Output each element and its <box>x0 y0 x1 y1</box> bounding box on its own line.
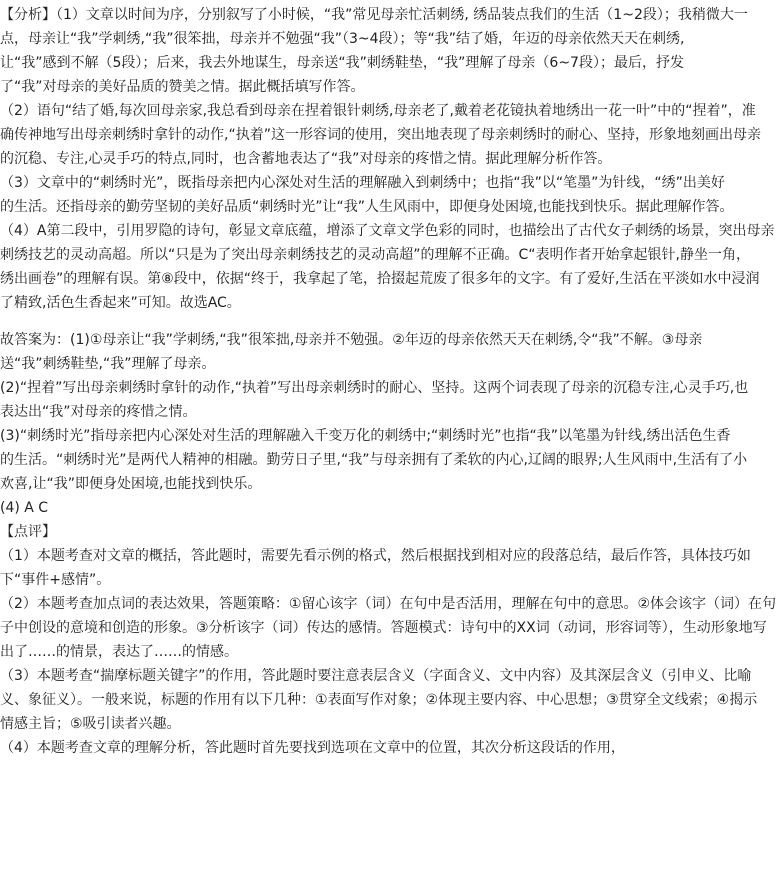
answer-line: 欢喜,让“我”即便身处困境,也能找到快乐。 <box>0 476 262 492</box>
comment-line: 下“事件+感情”。 <box>0 572 111 588</box>
answer-line: 故答案为：(1)①母亲让“我”学刺绣,“我”很笨拙,母亲并不勉强。②年迈的母亲依然天天在刺绣,令“我”不解。③母亲 <box>0 332 703 348</box>
analysis-line: （3）文章中的“刺绣时光”，既指母亲把内心深处对生活的理解融入到刺绣中；也指“我”以“笔墨”为针线，“绣”出美好 <box>0 175 725 191</box>
comment-line: （3）本题考查“揣摩标题关键字”的作用，答此题时要注意表层含义（字面含义、文中内容）及其深层含义（引申义、比喻 <box>0 668 752 684</box>
comment-line: （2）本题考查加点词的表达效果，答题策略：①留心该字（词）在句中是否活用，理解在句中的意思。②体会该字（词）在句 <box>0 596 777 612</box>
comment-line: 出了……的情景，表达了……的情感。 <box>0 644 238 660</box>
analysis-line: 了“我”对母亲的美好品质的赞美之情。据此概括填写作答。 <box>0 79 365 95</box>
answer-line: (2)“捏着”写出母亲刺绣时拿针的动作,“执着”写出母亲刺绣时的耐心、坚持。这两个词表现了母亲的沉稳专注,心灵手巧,也 <box>0 380 749 396</box>
answer-line: 的生活。“刺绣时光”是两代人精神的相融。勤劳日子里,“我”与母亲拥有了柔软的内心,辽阔的眼界;人生风雨中,生活有了小 <box>0 452 748 468</box>
analysis-line: 刺绣技艺的灵动高超。所以“只是为了突出母亲刺绣技艺的灵动高超”的理解不正确。C“表明作者开始拿起银针,静坐一角， <box>0 247 750 263</box>
comment-line: 情感主旨；⑤吸引读者兴趣。 <box>0 716 181 732</box>
answer-line: (3)“刺绣时光”指母亲把内心深处对生活的理解融入千变万化的刺绣中;“刺绣时光”也指“我”以笔墨为针线,绣出活色生香 <box>0 428 731 444</box>
comment-line: 义、象征义）。一般来说，标题的作用有以下几种：①表面写作对象；②体现主要内容、中心思想；③贯穿全文线索；④揭示 <box>0 692 758 708</box>
analysis-line: 确传神地写出母亲刺绣时拿针的动作,“执着”这一形容词的使用，突出地表现了母亲刺绣时的耐心、坚持，形象地刻画出母亲 <box>0 127 761 143</box>
answer-line: 表达出“我”对母亲的疼惜之情。 <box>0 404 197 420</box>
analysis-line: 的生活。还指母亲的勤劳坚韧的美好品质“刺绣时光”让“我”人生风雨中，即便身处困境,也能找到快乐。据此理解作答。 <box>0 199 734 215</box>
analysis-line: （2）语句“结了婚,每次回母亲家,我总看到母亲在捏着银针刺绣,母亲老了,戴着老花镜执着地绣出一花一叶”中的“捏着”，准 <box>0 103 756 119</box>
answer-line: (4) A C <box>0 500 49 516</box>
comment-heading: 【点评】 <box>0 524 56 540</box>
analysis-line: 【分析】（1）文章以时间为序，分别叙写了小时候，“我”常见母亲忙活刺绣, 绣品装点我们的生活（1~2段）；我稍微大一 <box>0 7 748 23</box>
analysis-line: 让“我”感到不解（5段）；后来，我去外地谋生，母亲送“我”刺绣鞋垫，“我”理解了母亲（6~7段）；最后，抒发 <box>0 55 684 71</box>
comment-line: （1）本题考查对文章的概括，答此题时，需要先看示例的格式，然后根据找到相对应的段落总结，最后作答，具体技巧如 <box>0 548 751 564</box>
analysis-line: 了精致,活色生香起来”可知。故选AC。 <box>0 295 241 311</box>
answer-line: 送“我”刺绣鞋垫,“我”理解了母亲。 <box>0 356 216 372</box>
analysis-line: （4）A第二段中，引用罗隐的诗句，彰显文章底蕴，增添了文章文学色彩的同时，也描绘出了古代女子刺绣的场景，突出母亲 <box>0 223 775 239</box>
comment-line: （4）本题考查文章的理解分析，答此题时首先要找到选项在文章中的位置，其次分析这段话的作用， <box>0 740 625 756</box>
analysis-line: 点，母亲让“我”学刺绣,“我”很笨拙，母亲并不勉强“我”（3~4段）；等“我”结了婚，年迈的母亲依然天天在刺绣, <box>0 31 685 47</box>
analysis-line: 的沉稳、专注,心灵手巧的特点,同时，也含蓄地表达了“我”对母亲的疼惜之情。据此理解分析作答。 <box>0 151 612 167</box>
comment-line: 子中创设的意境和创造的形象。③分析该字（词）传达的感情。答题模式：诗句中的XX词（动词，形容词等），生动形象地写 <box>0 620 767 636</box>
analysis-line: 绣出画卷”的理解有误。第⑧段中，依据“终于，我拿起了笔，拾掇起荒废了很多年的文字。有了爱好,生活在平淡如水中浸润 <box>0 271 760 287</box>
